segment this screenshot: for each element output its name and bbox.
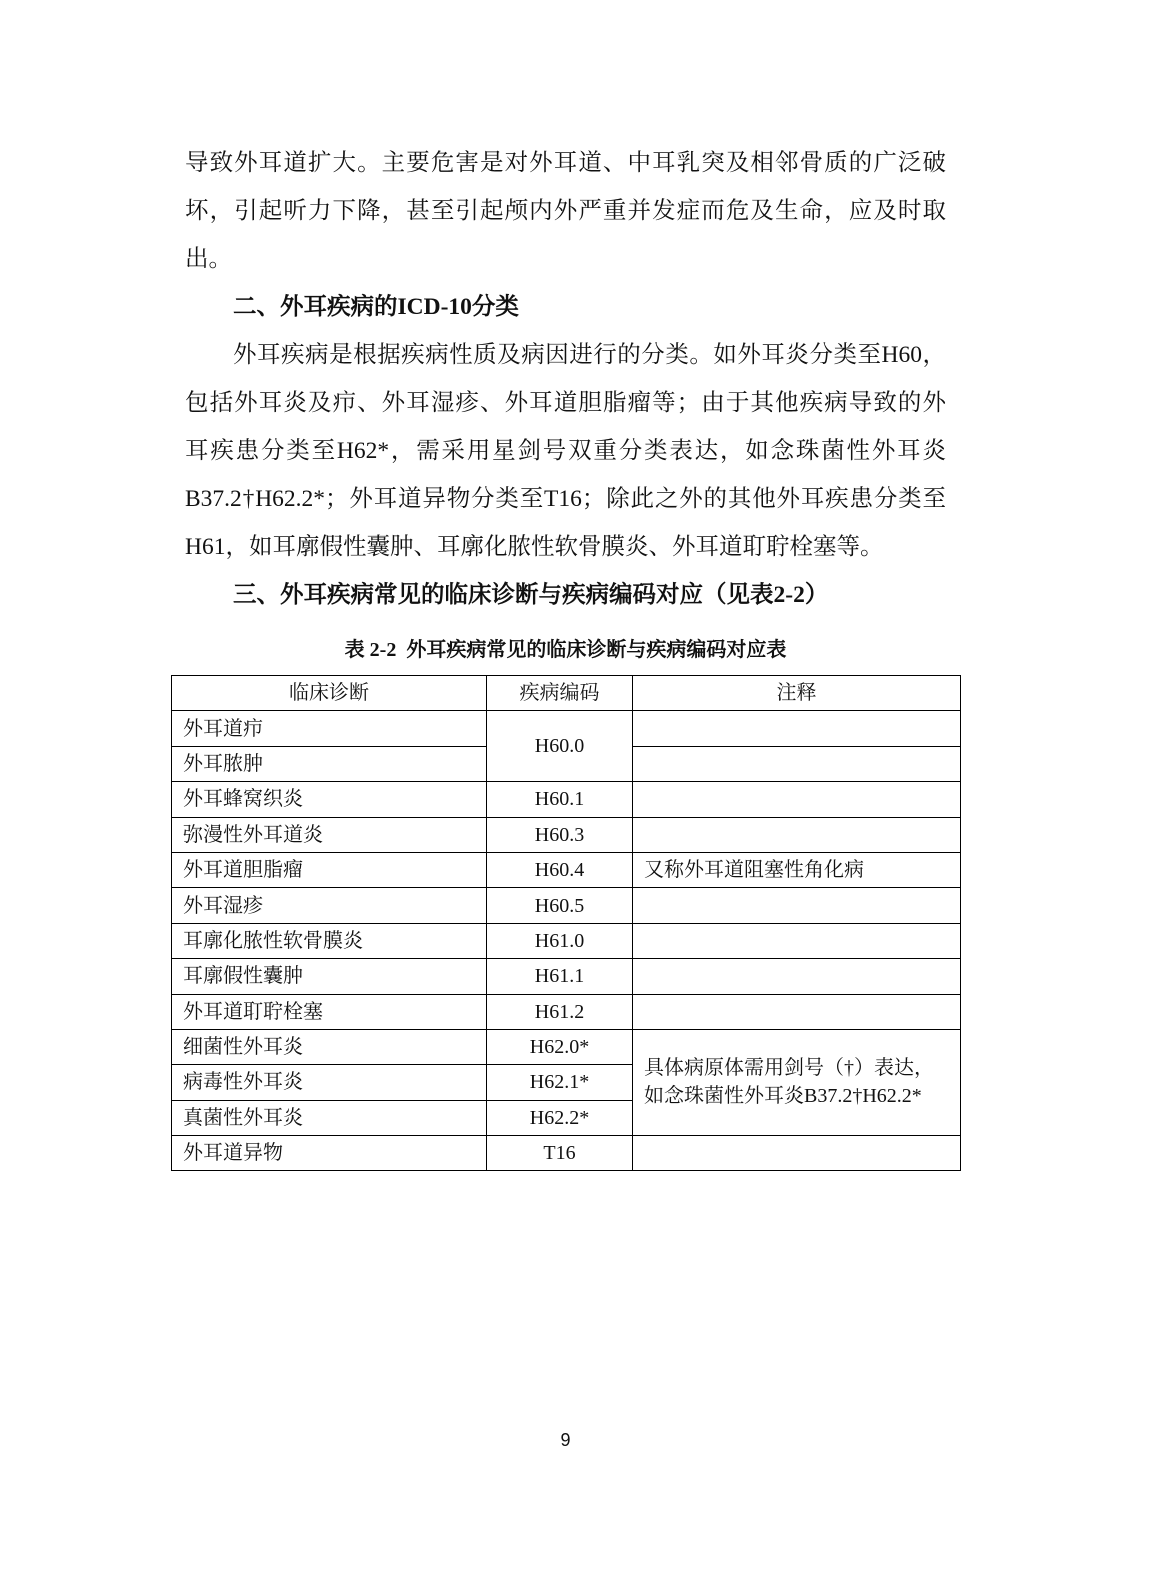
code-cell: T16 xyxy=(487,1136,633,1171)
diagnosis-cell: 外耳道耵聍栓塞 xyxy=(172,994,487,1029)
diagnosis-code-table xyxy=(171,675,961,1171)
table-row xyxy=(172,817,961,852)
table-caption: 表 2-2 外耳疾病常见的临床诊断与疾病编码对应表 xyxy=(344,639,787,661)
note-cell xyxy=(633,888,961,923)
code-cell: H60.3 xyxy=(487,817,633,852)
header-cell-code: 疾病编码 xyxy=(487,676,633,711)
code-cell: H60.4 xyxy=(487,852,633,887)
diagnosis-cell: 外耳蜂窝织炎 xyxy=(172,782,487,817)
paragraph-line: 耳疾患分类至H62*，需采用星剑号双重分类表达，如念珠菌性外耳炎 xyxy=(185,438,946,464)
note-cell xyxy=(633,746,961,781)
code-cell: H62.0* xyxy=(487,1029,633,1064)
table-row xyxy=(172,852,961,887)
table-header-row xyxy=(172,676,961,711)
diagnosis-cell: 弥漫性外耳道炎 xyxy=(172,817,487,852)
note-cell xyxy=(633,1136,961,1171)
table-row xyxy=(172,959,961,994)
paragraph-line: 外耳疾病是根据疾病性质及病因进行的分类。如外耳炎分类至H60， xyxy=(233,342,946,368)
header-cell-diagnosis: 临床诊断 xyxy=(172,676,487,711)
table-row xyxy=(172,1136,961,1171)
paragraph-line: 坏，引起听力下降，甚至引起颅内外严重并发症而危及生命，应及时取 xyxy=(185,198,946,224)
diagnosis-cell: 细菌性外耳炎 xyxy=(172,1029,487,1064)
paragraph-line: 包括外耳炎及疖、外耳湿疹、外耳道胆脂瘤等；由于其他疾病导致的外 xyxy=(185,390,946,416)
code-cell: H62.1* xyxy=(487,1065,633,1100)
code-cell: H60.5 xyxy=(487,888,633,923)
table-row xyxy=(172,711,961,746)
diagnosis-cell: 耳廓化脓性软骨膜炎 xyxy=(172,923,487,958)
note-cell xyxy=(633,994,961,1029)
table-row xyxy=(172,994,961,1029)
diagnosis-cell: 外耳道胆脂瘤 xyxy=(172,852,487,887)
code-cell: H61.2 xyxy=(487,994,633,1029)
paragraph-line: 导致外耳道扩大。主要危害是对外耳道、中耳乳突及相邻骨质的广泛破 xyxy=(185,150,946,176)
code-cell: H60.0 xyxy=(487,711,633,782)
table-row xyxy=(172,923,961,958)
section-heading: 二、外耳疾病的ICD-10分类 xyxy=(233,294,519,320)
section-heading: 三、外耳疾病常见的临床诊断与疾病编码对应（见表2-2） xyxy=(233,582,829,608)
note-cell xyxy=(633,817,961,852)
note-cell xyxy=(633,782,961,817)
note-cell xyxy=(633,959,961,994)
table-row xyxy=(172,1029,961,1064)
body-text xyxy=(185,139,946,619)
note-cell xyxy=(633,711,961,746)
diagnosis-cell: 外耳道异物 xyxy=(172,1136,487,1171)
diagnosis-cell: 耳廓假性囊肿 xyxy=(172,959,487,994)
table-row xyxy=(172,782,961,817)
paragraph-line: 出。 xyxy=(185,246,232,272)
note-cell xyxy=(633,923,961,958)
code-cell: H61.1 xyxy=(487,959,633,994)
paragraph xyxy=(185,331,946,571)
code-cell: H61.0 xyxy=(487,923,633,958)
code-cell: H62.2* xyxy=(487,1100,633,1135)
diagnosis-cell: 外耳脓肿 xyxy=(172,746,487,781)
diagnosis-cell: 真菌性外耳炎 xyxy=(172,1100,487,1135)
header-cell-note: 注释 xyxy=(633,676,961,711)
table-row xyxy=(172,888,961,923)
paragraph-line: B37.2†H62.2*；外耳道异物分类至T16；除此之外的其他外耳疾患分类至 xyxy=(185,486,946,512)
diagnosis-cell: 外耳道疖 xyxy=(172,711,487,746)
paragraph xyxy=(185,139,946,283)
code-cell: H60.1 xyxy=(487,782,633,817)
note-cell: 又称外耳道阻塞性角化病 xyxy=(633,852,961,887)
paragraph-line: H61，如耳廓假性囊肿、耳廓化脓性软骨膜炎、外耳道耵聍栓塞等。 xyxy=(185,534,884,560)
diagnosis-cell: 外耳湿疹 xyxy=(172,888,487,923)
diagnosis-cell: 病毒性外耳炎 xyxy=(172,1065,487,1100)
page-number: 9 xyxy=(560,1430,571,1450)
note-cell: 具体病原体需用剑号（†）表达， 如念珠菌性外耳炎B37.2†H62.2* xyxy=(633,1029,961,1135)
